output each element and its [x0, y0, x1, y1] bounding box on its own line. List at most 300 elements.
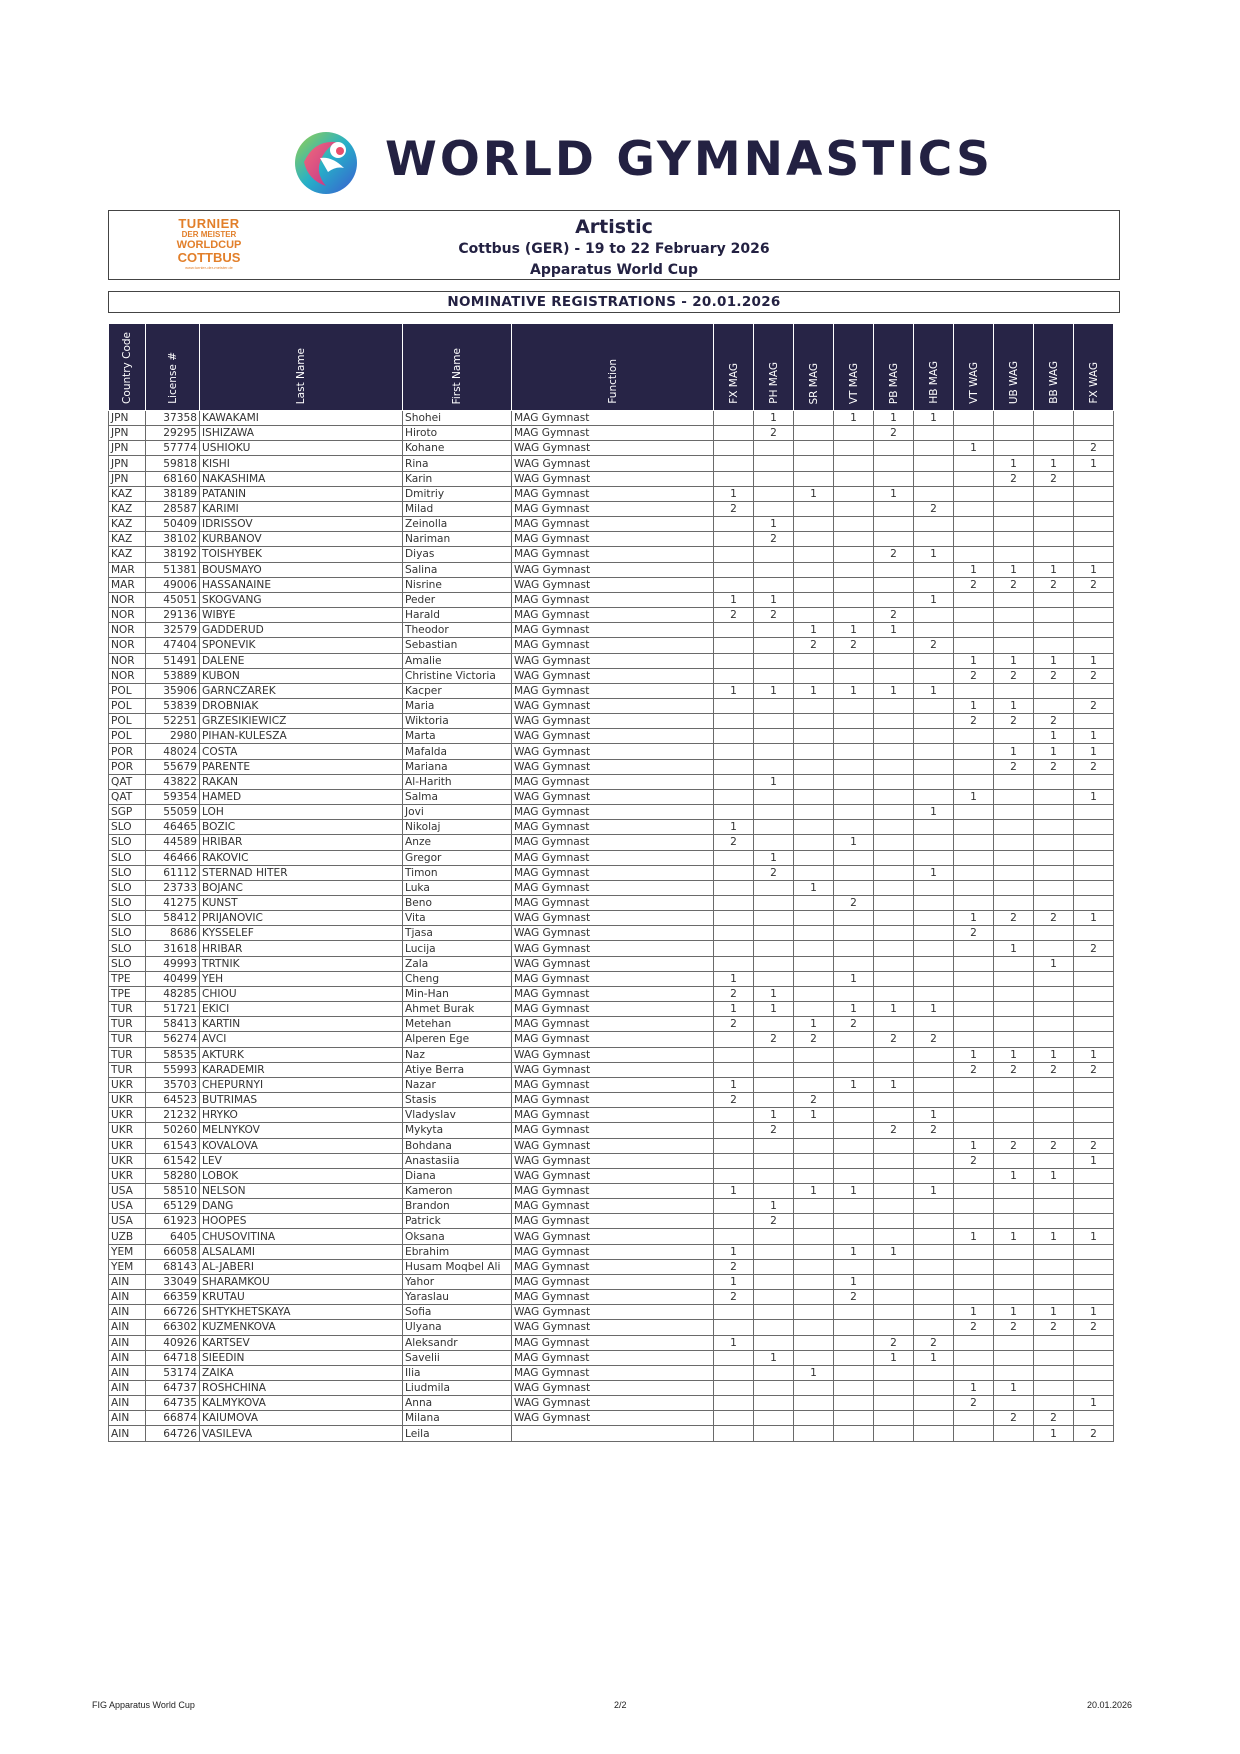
table-cell: 48285	[146, 986, 200, 1001]
table-cell: JPN	[109, 411, 146, 426]
table-cell: 1	[1034, 729, 1074, 744]
table-cell	[874, 1108, 914, 1123]
table-cell	[994, 1426, 1034, 1441]
table-cell: WAG Gymnast	[512, 471, 714, 486]
table-cell	[994, 1077, 1034, 1092]
table-cell: 52251	[146, 714, 200, 729]
table-cell	[834, 1108, 874, 1123]
table-cell: 1	[714, 1274, 754, 1289]
table-cell	[994, 1002, 1034, 1017]
table-cell	[754, 501, 794, 516]
table-cell: HRIBAR	[200, 941, 403, 956]
table-cell: 2	[994, 759, 1034, 774]
table-cell: 2	[1074, 1138, 1114, 1153]
table-cell: SHTYKHETSKAYA	[200, 1305, 403, 1320]
table-cell: 2	[1034, 668, 1074, 683]
table-cell: 1	[714, 486, 754, 501]
table-cell: NELSON	[200, 1183, 403, 1198]
table-cell: KARADEMIR	[200, 1062, 403, 1077]
table-cell: WAG Gymnast	[512, 729, 714, 744]
table-cell	[994, 1396, 1034, 1411]
table-cell: Timon	[403, 865, 512, 880]
table-cell	[994, 1153, 1034, 1168]
table-cell: 2	[794, 1032, 834, 1047]
column-header-label: FX WAG	[1087, 362, 1100, 404]
table-cell: WAG Gymnast	[512, 1229, 714, 1244]
table-cell	[714, 1350, 754, 1365]
table-cell	[954, 547, 994, 562]
table-cell: Sebastian	[403, 638, 512, 653]
table-cell	[794, 1138, 834, 1153]
table-cell: MAG Gymnast	[512, 1335, 714, 1350]
table-cell	[914, 486, 954, 501]
table-row	[109, 1426, 1114, 1441]
table-cell	[794, 1062, 834, 1077]
table-cell: 43822	[146, 774, 200, 789]
table-cell	[834, 653, 874, 668]
table-cell: 1	[794, 1365, 834, 1380]
table-row	[109, 1320, 1114, 1335]
table-cell	[794, 1396, 834, 1411]
table-cell: AIN	[109, 1381, 146, 1396]
table-cell: 1	[914, 805, 954, 820]
table-cell	[914, 532, 954, 547]
table-cell: 1	[714, 683, 754, 698]
table-cell: KOVALOVA	[200, 1138, 403, 1153]
table-cell: KUZMENKOVA	[200, 1320, 403, 1335]
table-cell: 51381	[146, 562, 200, 577]
table-cell	[834, 744, 874, 759]
table-cell: MAR	[109, 577, 146, 592]
table-cell	[954, 1108, 994, 1123]
table-cell: 1	[714, 1077, 754, 1092]
table-cell: MAG Gymnast	[512, 1365, 714, 1380]
table-cell: 1	[754, 850, 794, 865]
table-cell: WIBYE	[200, 608, 403, 623]
table-cell	[754, 1168, 794, 1183]
table-cell: 1	[994, 941, 1034, 956]
table-cell	[994, 1244, 1034, 1259]
table-cell: MAG Gymnast	[512, 623, 714, 638]
table-cell: WAG Gymnast	[512, 456, 714, 471]
table-cell	[754, 623, 794, 638]
table-cell: 2	[834, 896, 874, 911]
table-cell: 35906	[146, 683, 200, 698]
table-cell	[714, 714, 754, 729]
table-cell	[794, 835, 834, 850]
table-cell: 2	[994, 1411, 1034, 1426]
table-cell	[1034, 592, 1074, 607]
table-cell	[914, 911, 954, 926]
table-cell: 58535	[146, 1047, 200, 1062]
table-cell: SLO	[109, 835, 146, 850]
table-cell	[714, 956, 754, 971]
table-cell	[994, 608, 1034, 623]
table-cell: NOR	[109, 668, 146, 683]
table-cell	[754, 456, 794, 471]
table-cell	[954, 896, 994, 911]
table-cell: NOR	[109, 592, 146, 607]
table-cell: 1	[874, 1002, 914, 1017]
table-row	[109, 562, 1114, 577]
table-cell	[1034, 835, 1074, 850]
table-cell: VASILEVA	[200, 1426, 403, 1441]
table-cell: POL	[109, 698, 146, 713]
table-cell	[834, 1199, 874, 1214]
table-cell: WAG Gymnast	[512, 1062, 714, 1077]
table-cell	[994, 835, 1034, 850]
table-cell	[714, 850, 754, 865]
table-cell: 1	[954, 1138, 994, 1153]
table-cell	[834, 562, 874, 577]
table-cell	[1034, 1183, 1074, 1198]
table-cell	[994, 1350, 1034, 1365]
table-cell: 1	[914, 411, 954, 426]
table-cell: 2	[954, 926, 994, 941]
table-cell	[914, 517, 954, 532]
table-cell	[954, 411, 994, 426]
table-cell: 29136	[146, 608, 200, 623]
table-cell: 2	[794, 1093, 834, 1108]
table-cell: 1	[754, 986, 794, 1001]
table-cell	[954, 1350, 994, 1365]
table-cell: YEM	[109, 1244, 146, 1259]
table-cell	[794, 911, 834, 926]
table-cell	[834, 759, 874, 774]
table-cell	[714, 698, 754, 713]
table-cell	[754, 1153, 794, 1168]
event-logo-line3: WORLDCUP	[176, 239, 242, 251]
table-cell	[794, 1305, 834, 1320]
table-cell	[714, 1108, 754, 1123]
table-cell: MAG Gymnast	[512, 805, 714, 820]
table-cell: 2	[954, 714, 994, 729]
table-cell	[954, 592, 994, 607]
table-cell: 2	[914, 501, 954, 516]
table-cell	[794, 592, 834, 607]
table-cell: Dmitriy	[403, 486, 512, 501]
table-cell: AKTURK	[200, 1047, 403, 1062]
table-cell	[834, 1365, 874, 1380]
table-cell	[754, 562, 794, 577]
table-cell: Beno	[403, 896, 512, 911]
table-cell: 2	[794, 638, 834, 653]
table-cell	[874, 880, 914, 895]
table-cell: 2	[754, 1214, 794, 1229]
table-cell	[714, 562, 754, 577]
table-cell: 32579	[146, 623, 200, 638]
table-cell	[794, 956, 834, 971]
table-cell	[874, 896, 914, 911]
table-cell: PIHAN-KULESZA	[200, 729, 403, 744]
table-row	[109, 1017, 1114, 1032]
table-cell: MAG Gymnast	[512, 896, 714, 911]
table-cell	[994, 426, 1034, 441]
table-cell	[834, 471, 874, 486]
table-cell	[954, 986, 994, 1001]
table-cell: Savelii	[403, 1350, 512, 1365]
table-cell	[794, 926, 834, 941]
table-cell: 48024	[146, 744, 200, 759]
table-cell: 66874	[146, 1411, 200, 1426]
table-cell: HAMED	[200, 789, 403, 804]
table-cell: Shohei	[403, 411, 512, 426]
table-row	[109, 426, 1114, 441]
table-cell	[914, 1244, 954, 1259]
table-cell: 1	[1034, 1229, 1074, 1244]
table-cell: 1	[874, 623, 914, 638]
table-cell: 2	[914, 1032, 954, 1047]
table-cell: Rina	[403, 456, 512, 471]
table-cell	[954, 1002, 994, 1017]
table-cell: 1	[1034, 1168, 1074, 1183]
table-cell: CHUSOVITINA	[200, 1229, 403, 1244]
table-cell	[1074, 1093, 1114, 1108]
table-cell: Stasis	[403, 1093, 512, 1108]
table-cell: KISHI	[200, 456, 403, 471]
table-cell	[874, 1365, 914, 1380]
column-header	[1034, 324, 1074, 411]
table-cell	[794, 820, 834, 835]
table-cell: 38189	[146, 486, 200, 501]
table-cell	[874, 1411, 914, 1426]
table-cell	[794, 1259, 834, 1274]
table-cell	[874, 441, 914, 456]
table-cell: 1	[1074, 744, 1114, 759]
table-cell	[874, 850, 914, 865]
table-cell	[954, 971, 994, 986]
table-row	[109, 1123, 1114, 1138]
table-cell	[1034, 1153, 1074, 1168]
table-row	[109, 456, 1114, 471]
table-cell: HRIBAR	[200, 835, 403, 850]
table-cell	[954, 1168, 994, 1183]
table-cell	[714, 926, 754, 941]
column-header-label: First Name	[451, 347, 463, 404]
column-header	[109, 324, 146, 411]
table-row	[109, 501, 1114, 516]
table-cell	[954, 865, 994, 880]
table-cell: 1	[794, 683, 834, 698]
table-cell	[1074, 1168, 1114, 1183]
table-cell	[954, 683, 994, 698]
table-cell: 46466	[146, 850, 200, 865]
table-cell	[874, 653, 914, 668]
table-cell	[754, 1017, 794, 1032]
table-cell: 1	[914, 1350, 954, 1365]
event-logo-line4: COTTBUS	[177, 250, 241, 265]
table-cell	[834, 1229, 874, 1244]
table-cell: 2	[994, 1062, 1034, 1077]
table-cell: Theodor	[403, 623, 512, 638]
table-cell: 1	[754, 411, 794, 426]
table-cell	[874, 501, 914, 516]
table-cell	[1034, 986, 1074, 1001]
table-cell	[714, 1320, 754, 1335]
table-cell	[714, 941, 754, 956]
table-cell	[1074, 1244, 1114, 1259]
table-cell	[834, 774, 874, 789]
table-cell: WAG Gymnast	[512, 1396, 714, 1411]
table-cell: UKR	[109, 1168, 146, 1183]
table-cell: 58280	[146, 1168, 200, 1183]
table-cell	[714, 411, 754, 426]
table-cell: UKR	[109, 1093, 146, 1108]
table-cell: 1	[994, 1047, 1034, 1062]
table-cell	[954, 1199, 994, 1214]
table-cell: 1	[1034, 1426, 1074, 1441]
table-cell	[954, 1214, 994, 1229]
table-cell: MAG Gymnast	[512, 820, 714, 835]
table-cell: 1	[1074, 562, 1114, 577]
table-cell: 1	[794, 623, 834, 638]
table-cell	[1034, 1077, 1074, 1092]
table-cell	[794, 1290, 834, 1305]
table-cell: 1	[714, 820, 754, 835]
table-cell: TUR	[109, 1017, 146, 1032]
table-row	[109, 1229, 1114, 1244]
table-cell	[794, 668, 834, 683]
table-cell: KAZ	[109, 486, 146, 501]
table-cell: 58413	[146, 1017, 200, 1032]
column-header	[754, 324, 794, 411]
gymnast-emblem-icon	[290, 128, 370, 198]
table-cell: AIN	[109, 1305, 146, 1320]
table-row	[109, 805, 1114, 820]
table-cell: Ulyana	[403, 1320, 512, 1335]
table-cell	[834, 547, 874, 562]
table-cell	[954, 1032, 994, 1047]
table-cell: 38102	[146, 532, 200, 547]
table-cell	[794, 441, 834, 456]
table-cell: RAKAN	[200, 774, 403, 789]
table-cell	[714, 623, 754, 638]
table-cell: QAT	[109, 774, 146, 789]
table-cell: MAG Gymnast	[512, 638, 714, 653]
table-cell: 2	[954, 1153, 994, 1168]
table-cell: SLO	[109, 941, 146, 956]
table-cell: WAG Gymnast	[512, 911, 714, 926]
table-cell	[1074, 865, 1114, 880]
table-cell	[1074, 820, 1114, 835]
table-cell: Naz	[403, 1047, 512, 1062]
table-cell	[834, 426, 874, 441]
table-cell	[874, 471, 914, 486]
table-cell: 1	[714, 592, 754, 607]
table-cell: Ahmet Burak	[403, 1002, 512, 1017]
table-cell	[874, 759, 914, 774]
table-row	[109, 926, 1114, 941]
table-cell: WAG Gymnast	[512, 956, 714, 971]
table-cell: 2	[874, 1123, 914, 1138]
table-cell: 2	[834, 1017, 874, 1032]
table-cell: WAG Gymnast	[512, 1047, 714, 1062]
table-cell: 2	[1034, 1320, 1074, 1335]
table-row	[109, 592, 1114, 607]
table-cell: 2	[834, 638, 874, 653]
column-header	[1074, 324, 1114, 411]
table-row	[109, 1396, 1114, 1411]
table-cell	[1034, 608, 1074, 623]
table-cell	[512, 1426, 714, 1441]
table-cell	[1074, 638, 1114, 653]
table-cell: 2	[1074, 577, 1114, 592]
table-cell	[914, 1290, 954, 1305]
table-cell	[1074, 880, 1114, 895]
table-cell	[954, 486, 994, 501]
table-cell	[994, 1032, 1034, 1047]
table-cell: Metehan	[403, 1017, 512, 1032]
table-cell: SLO	[109, 896, 146, 911]
table-cell	[794, 774, 834, 789]
table-cell	[914, 623, 954, 638]
table-row	[109, 744, 1114, 759]
table-cell: 68143	[146, 1259, 200, 1274]
table-cell: 1	[1034, 562, 1074, 577]
table-cell	[1034, 1381, 1074, 1396]
table-cell: 66726	[146, 1305, 200, 1320]
table-cell	[914, 789, 954, 804]
table-cell	[794, 971, 834, 986]
table-cell	[794, 577, 834, 592]
table-cell	[994, 1214, 1034, 1229]
table-cell	[994, 880, 1034, 895]
table-cell	[1074, 1290, 1114, 1305]
table-cell: 2	[994, 471, 1034, 486]
table-cell: USA	[109, 1199, 146, 1214]
table-cell	[914, 1305, 954, 1320]
table-cell: 2	[1074, 941, 1114, 956]
table-cell: 2	[914, 1335, 954, 1350]
table-cell	[914, 668, 954, 683]
table-cell: SLO	[109, 880, 146, 895]
table-cell: WAG Gymnast	[512, 1138, 714, 1153]
table-cell	[914, 744, 954, 759]
table-cell: Sofia	[403, 1305, 512, 1320]
table-cell: 29295	[146, 426, 200, 441]
table-row	[109, 1153, 1114, 1168]
table-cell: DANG	[200, 1199, 403, 1214]
table-cell	[794, 1274, 834, 1289]
table-cell	[794, 1002, 834, 1017]
table-cell	[914, 1426, 954, 1441]
table-row	[109, 1381, 1114, 1396]
table-cell: 2	[714, 1290, 754, 1305]
table-cell: Vladyslav	[403, 1108, 512, 1123]
table-cell	[754, 486, 794, 501]
discipline-title: Artistic	[575, 216, 653, 238]
table-cell	[994, 926, 1034, 941]
table-cell	[914, 426, 954, 441]
table-cell: MAR	[109, 562, 146, 577]
table-cell	[1034, 698, 1074, 713]
table-cell	[874, 941, 914, 956]
table-cell	[754, 1062, 794, 1077]
table-cell	[754, 911, 794, 926]
table-cell	[1074, 986, 1114, 1001]
table-cell	[914, 653, 954, 668]
table-cell	[954, 501, 994, 516]
table-cell: Hiroto	[403, 426, 512, 441]
table-cell	[754, 1259, 794, 1274]
table-cell	[954, 608, 994, 623]
table-cell: 65129	[146, 1199, 200, 1214]
table-cell	[994, 411, 1034, 426]
table-cell: 1	[1074, 911, 1114, 926]
table-cell	[834, 1350, 874, 1365]
table-cell	[834, 517, 874, 532]
table-row	[109, 532, 1114, 547]
